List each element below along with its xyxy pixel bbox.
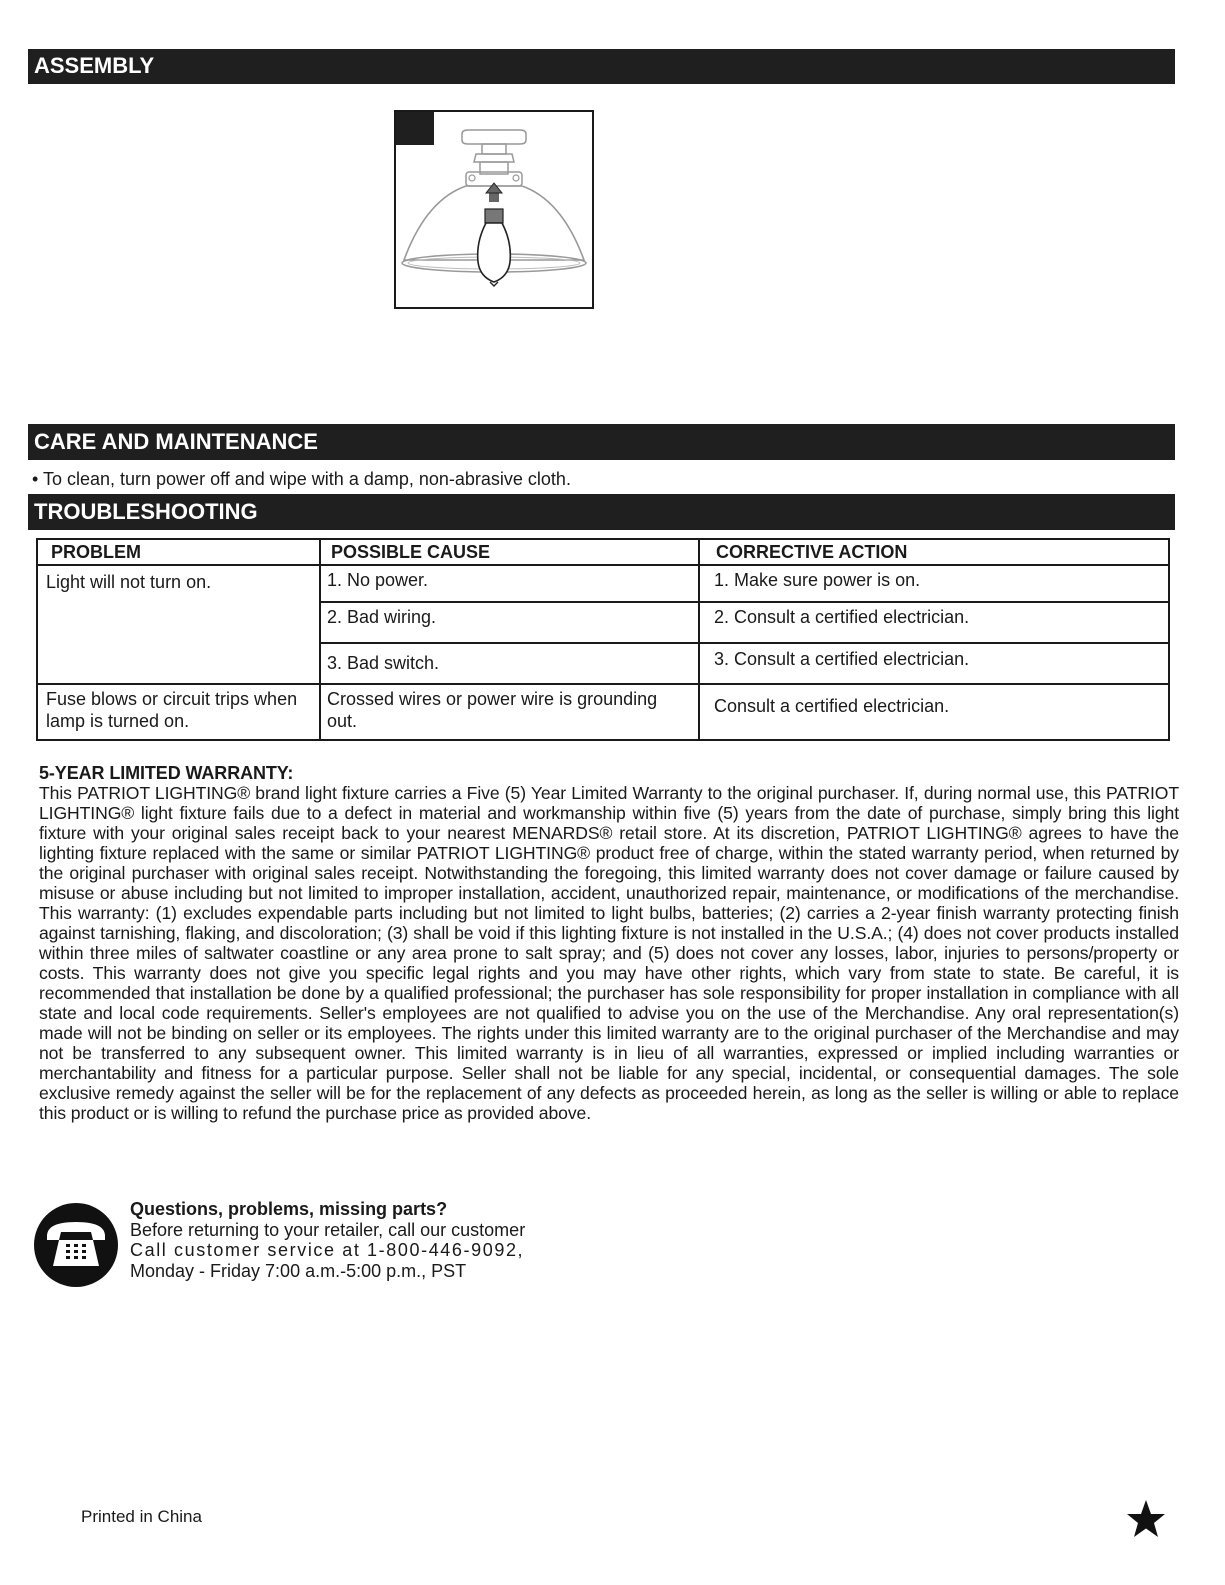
warranty-body: This PATRIOT LIGHTING® brand light fixture carries a Five (5) Year Limited Warranty to the original purchaser. If, during normal use, this PATRIOT LIGHTING® light fixture fails due to a defect in material and workmanship within five (5) years from the date of purchase, simply bring this light fixture with your original sales receipt back to your nearest MENARDS® retail store. At its discretion, PATRIOT LIGHTING® agrees to have the lighting fixture replaced with the same or similar PATRIOT LIGHTING® product free of charge, within the stated warranty period, when returned by the original purchaser with original sales receipt. Notwithstanding the foregoing, this limited warranty does not cover damage or failure caused by misuse or abuse including but not limited to improper installation, accident, unauthorized repair, maintenance, or modifications of the merchandise. This warranty: (1) excludes expendable parts including but not limited to light bulbs, batteries; (2) carries a 2-year finish warranty protecting finish against tarnishing, flaking, and discoloration; (3) shall be void if this lighting fixture is not installed in the U.S.A.; (4) does not cover products installed within three miles of saltwater coastline or any area prone to salt spray; and (5) does not cover any losses, labor, injuries to persons/property or costs. This warranty does not give you specific legal rights and you may have other rights, which vary from state to state. Be careful, it is recommended that installation be done by a qualified professional; the purchaser has sole responsibility for proper installation in compliance with all state and local code requirements. Seller's employees are not qualified to advise you on the use of the Merchandise. Any oral representation(s) made will not be binding on seller or its employees. The rights under this limited warranty are to the original purchaser of the Merchandise and may not be transferred to any subsequent owner. This limited warranty is in lieu of all warranties, expressed or implied including warranties or merchantability and fitness for a particular purpose. Seller shall not be liable for any special, incidental, or consequential damages. The sole exclusive remedy against the seller will be for the replacement of any defects as proceeded herein, as long as the seller is willing or able to replace this product or is willing to refund the purchase price as provided above. xyxy=(39,783,1179,1123)
contact-phone-line: Call customer service at 1-800-446-9092, xyxy=(130,1240,525,1260)
action-2: Consult a certified electrician. xyxy=(714,696,950,716)
problem-2: Fuse blows or circuit trips when lamp is turned on. xyxy=(46,689,298,731)
warranty-section xyxy=(39,763,1179,1123)
action-1-3: 3. Consult a certified electrician. xyxy=(714,649,970,669)
cause-2: Crossed wires or power wire is grounding out. xyxy=(327,689,658,731)
telephone-icon xyxy=(33,1202,119,1288)
assembly-illustration xyxy=(394,110,594,309)
header-problem: PROBLEM xyxy=(51,542,141,562)
section-header-troubleshooting: TROUBLESHOOTING xyxy=(28,494,1175,530)
troubleshooting-table xyxy=(36,538,1170,741)
cause-1-2: 2. Bad wiring. xyxy=(327,607,437,627)
care-instructions: • To clean, turn power off and wipe with a damp, non-abrasive cloth. xyxy=(32,469,571,489)
contact-hours: Monday - Friday 7:00 a.m.-5:00 p.m., PST xyxy=(130,1260,467,1281)
star-icon xyxy=(1126,1499,1166,1539)
cause-1-3: 3. Bad switch. xyxy=(327,653,440,673)
action-1-2: 2. Consult a certified electrician. xyxy=(714,607,970,627)
warranty-title: 5-YEAR LIMITED WARRANTY: xyxy=(39,763,294,783)
contact-question: Questions, problems, missing parts? xyxy=(130,1199,448,1219)
printed-in-label: Printed in China xyxy=(81,1507,202,1526)
header-possible-cause: POSSIBLE CAUSE xyxy=(331,542,491,562)
lamp-bulb-install-illustration xyxy=(396,112,592,307)
section-header-care: CARE AND MAINTENANCE xyxy=(28,424,1175,460)
action-1-1: 1. Make sure power is on. xyxy=(714,570,921,590)
cause-1-1: 1. No power. xyxy=(327,570,429,590)
contact-line-1: Before returning to your retailer, call our customer xyxy=(130,1219,526,1240)
customer-service-block xyxy=(33,1199,633,1291)
header-corrective-action: CORRECTIVE ACTION xyxy=(716,542,908,562)
section-header-assembly: ASSEMBLY xyxy=(28,49,1175,84)
problem-1: Light will not turn on. xyxy=(46,572,212,592)
